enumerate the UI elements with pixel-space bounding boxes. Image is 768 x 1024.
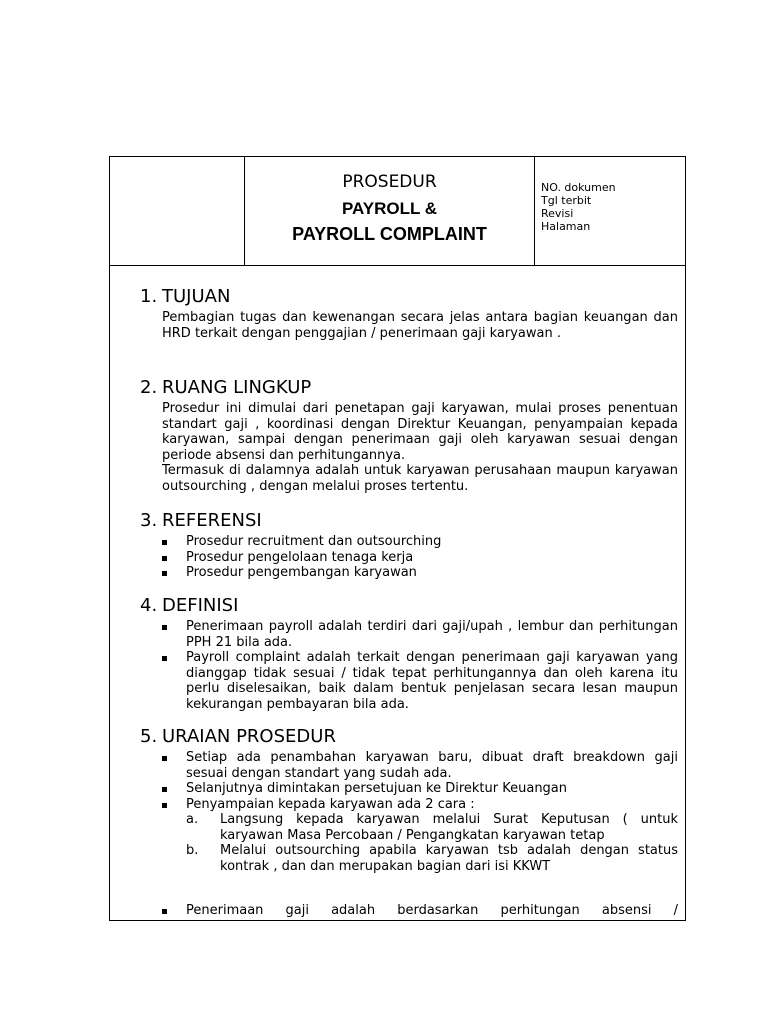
referensi-list: [162, 534, 678, 581]
title-line-1: PROSEDUR: [342, 172, 437, 192]
sub-list-text: Langsung kepada karyawan melalui Surat Keputusan ( untuk karyawan Masa Percobaan / Pengangkatan karyawan tetap: [220, 812, 678, 843]
tujuan-text: Pembagian tugas dan kewenangan secara jelas antara bagian keuangan dan HRD terkait dengan penggajian / penerimaan gaji karyawan .: [162, 310, 678, 341]
sub-list-item: [186, 843, 678, 874]
bullet-icon: [162, 787, 167, 792]
uraian-sub-list: [186, 812, 678, 874]
logo-cell: [110, 157, 245, 265]
sub-list-mark: b.: [186, 843, 199, 858]
section-number: 2.: [140, 377, 158, 398]
meta-cell: [541, 181, 616, 233]
section-heading: URAIAN PROSEDUR: [162, 726, 336, 747]
list-item-text: Prosedur recruitment dan outsourching: [186, 534, 442, 549]
list-item-text: Setiap ada penambahan karyawan baru, dibuat draft breakdown gaji sesuai dengan standart yang sudah ada.: [186, 750, 678, 781]
section-heading: RUANG LINGKUP: [162, 377, 312, 398]
section-heading: DEFINISI: [162, 595, 239, 616]
sub-list-text: Melalui outsourching apabila karyawan tsb adalah dengan status kontrak , dan dan merupakan bagian dari isi KKWT: [220, 843, 678, 874]
meta-doc-number: NO. dokumen: [541, 181, 616, 194]
section-title-referensi: [140, 510, 262, 531]
ruang-lingkup-paragraph-1: Prosedur ini dimulai dari penetapan gaji karyawan, mulai proses penentuan standart gaji , koordinasi dengan Direktur Keuangan, penyampaian kepada karyawan, sampai dengan penerimaan gaji oleh karyawan sesuai dengan periode absensi dan perhitungannya.: [162, 401, 678, 463]
title-line-2: PAYROLL &: [341, 199, 438, 218]
sub-list-mark: a.: [186, 812, 199, 827]
bullet-icon: [162, 803, 167, 808]
section-title-ruang-lingkup: [140, 377, 311, 398]
bullet-icon: [162, 656, 167, 661]
list-item-text: Penerimaan gaji adalah berdasarkan perhitungan absensi /: [186, 903, 678, 918]
list-item: [162, 534, 678, 550]
section-heading: REFERENSI: [162, 510, 262, 531]
list-item: [162, 750, 678, 781]
list-item: [162, 781, 678, 797]
bullet-icon: [162, 571, 167, 576]
list-item-text: Payroll complaint adalah terkait dengan penerimaan gaji karyawan yang dianggap tidak sesuai / tidak tepat perhitungannya dan oleh karena itu perlu diselesaikan, baik dalam bentuk penjelasan secara lesan maupun kekurangan pembayaran bila ada.: [186, 650, 678, 712]
document-header: [110, 157, 685, 266]
list-item: [162, 650, 678, 712]
ruang-lingkup-paragraph-2: Termasuk di dalamnya adalah untuk karyawan perusahaan maupun karyawan outsourching , dengan melalui proses tertentu.: [162, 463, 678, 494]
meta-issue-date: Tgl terbit: [541, 194, 592, 207]
meta-revision: Revisi: [541, 207, 574, 220]
list-item: [162, 797, 678, 875]
list-item-text: Prosedur pengelolaan tenaga kerja: [186, 549, 414, 565]
ruang-lingkup-text: [162, 401, 678, 494]
list-item: [162, 550, 678, 566]
section-number: 4.: [140, 595, 158, 616]
list-item-text: Penyampaian kepada karyawan ada 2 cara :: [186, 796, 475, 812]
bullet-icon: [162, 756, 167, 761]
uraian-list-continued: [162, 903, 678, 919]
list-item-text: Prosedur pengembangan karyawan: [186, 565, 417, 580]
section-title-uraian-prosedur: [140, 726, 336, 747]
bullet-icon: [162, 625, 167, 630]
list-item: [162, 565, 678, 581]
bullet-icon: [162, 909, 167, 914]
meta-page: Halaman: [541, 220, 591, 233]
document-frame: [109, 156, 686, 921]
title-cell: [245, 157, 535, 265]
title-line-3: PAYROLL COMPLAINT: [292, 224, 487, 244]
list-item-text: Penerimaan payroll adalah terdiri dari gaji/upah , lembur dan perhitungan PPH 21 bila ada.: [186, 619, 678, 650]
section-number: 5.: [140, 726, 158, 747]
list-item-text: Selanjutnya dimintakan persetujuan ke Direktur Keuangan: [186, 781, 568, 796]
section-number: 3.: [140, 510, 158, 531]
bullet-icon: [162, 556, 167, 561]
list-item: [162, 619, 678, 650]
section-title-tujuan: [140, 286, 230, 307]
bullet-icon: [162, 540, 167, 545]
definisi-list: [162, 619, 678, 712]
sub-list-item: [186, 812, 678, 843]
uraian-list: [162, 750, 678, 874]
list-item: [162, 903, 678, 919]
section-number: 1.: [140, 286, 158, 307]
section-heading: TUJUAN: [162, 286, 231, 307]
section-title-definisi: [140, 595, 238, 616]
